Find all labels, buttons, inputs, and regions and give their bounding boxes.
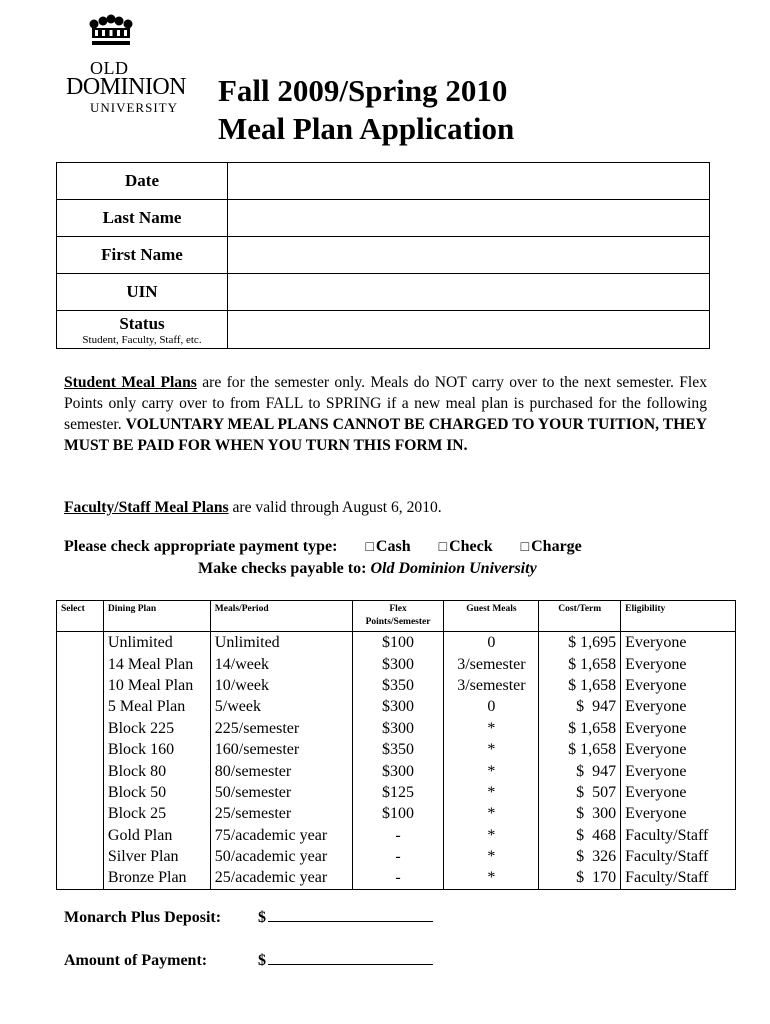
meals-period-cell: 50/academic year: [210, 846, 352, 867]
cost-term-cell: $ 326: [539, 846, 621, 867]
dining-plan-cell: 5 Meal Plan: [103, 696, 210, 717]
guest-meals-cell: *: [444, 803, 539, 824]
monarch-plus-deposit-row: [64, 908, 433, 927]
meals-period-cell: 10/week: [210, 675, 352, 696]
meals-period-cell: 80/semester: [210, 760, 352, 781]
voluntary-plans-notice: VOLUNTARY MEAL PLANS CANNOT BE CHARGED TO YOUR TUITION, THEY MUST BE PAID FOR WHEN YOU TURN THIS FORM IN.: [64, 416, 707, 454]
cost-term-cell: $ 1,658: [539, 675, 621, 696]
meals-period-cell: 50/semester: [210, 782, 352, 803]
meals-period-cell: 75/academic year: [210, 825, 352, 846]
eligibility-cell: Everyone: [621, 696, 736, 717]
dining-plan-cell: Gold Plan: [103, 825, 210, 846]
eligibility-cell: Everyone: [621, 632, 736, 654]
uin-label: UIN: [57, 274, 228, 311]
logo-dominion: DOMINION: [66, 74, 186, 100]
flex-points-cell: $300: [352, 653, 444, 674]
logo-old: OLD: [90, 58, 129, 78]
status-label-cell: [57, 311, 228, 349]
eligibility-cell: Everyone: [621, 760, 736, 781]
eligibility-cell: Faculty/Staff: [621, 846, 736, 867]
faculty-meal-plans-paragraph: [64, 497, 707, 518]
faculty-meal-plans-heading: Faculty/Staff Meal Plans: [64, 499, 229, 516]
meals-period-cell: 25/semester: [210, 803, 352, 824]
meal-plans-table: [56, 600, 736, 890]
dining-plan-cell: Unlimited: [103, 632, 210, 654]
plan-row: [57, 760, 736, 781]
uin-field[interactable]: [228, 274, 710, 311]
check-label: Check: [449, 538, 493, 555]
meals-period-cell: 25/academic year: [210, 867, 352, 889]
last-name-field[interactable]: [228, 200, 710, 237]
flex-points-cell: $300: [352, 760, 444, 781]
col-flex-points: Flex Points/Semester: [352, 601, 444, 632]
title-line-2: Meal Plan Application: [218, 111, 515, 146]
col-meals-period: Meals/Period: [210, 601, 352, 632]
check-option[interactable]: [439, 538, 493, 555]
col-dining-plan: Dining Plan: [103, 601, 210, 632]
cost-term-cell: $ 1,658: [539, 739, 621, 760]
eligibility-cell: Faculty/Staff: [621, 825, 736, 846]
dining-plan-cell: Block 160: [103, 739, 210, 760]
dining-plan-cell: 14 Meal Plan: [103, 653, 210, 674]
flex-points-cell: $100: [352, 632, 444, 654]
guest-meals-cell: 3/semester: [444, 675, 539, 696]
dining-plan-cell: 10 Meal Plan: [103, 675, 210, 696]
payable-to-row: [198, 560, 537, 578]
select-cell[interactable]: [57, 696, 104, 717]
cost-term-cell: $ 1,658: [539, 718, 621, 739]
faculty-meal-plans-text: are valid through August 6, 2010.: [228, 499, 442, 516]
eligibility-cell: Everyone: [621, 718, 736, 739]
cost-term-cell: $ 1,695: [539, 632, 621, 654]
guest-meals-cell: *: [444, 718, 539, 739]
flex-points-cell: $300: [352, 696, 444, 717]
col-eligibility: Eligibility: [621, 601, 736, 632]
plan-row: [57, 825, 736, 846]
eligibility-cell: Everyone: [621, 803, 736, 824]
plan-row: [57, 696, 736, 717]
flex-points-cell: $350: [352, 739, 444, 760]
guest-meals-cell: 0: [444, 696, 539, 717]
col-cost-term: Cost/Term: [539, 601, 621, 632]
select-cell[interactable]: [57, 760, 104, 781]
flex-points-cell: $300: [352, 718, 444, 739]
last-name-label: Last Name: [57, 200, 228, 237]
cost-term-cell: $ 507: [539, 782, 621, 803]
status-field[interactable]: [228, 311, 710, 349]
plan-row: [57, 653, 736, 674]
select-cell[interactable]: [57, 803, 104, 824]
flex-points-cell: $100: [352, 803, 444, 824]
select-cell[interactable]: [57, 867, 104, 889]
payment-dollar-sign: $: [258, 952, 266, 969]
flex-points-cell: -: [352, 846, 444, 867]
cash-option[interactable]: [365, 538, 410, 555]
status-hint: Student, Faculty, Staff, etc.: [82, 333, 202, 346]
payable-to-name: Old Dominion University: [370, 560, 537, 577]
payment-type-row: [64, 538, 582, 556]
title-line-1: Fall 2009/Spring 2010: [218, 73, 508, 108]
flex-points-cell: $350: [352, 675, 444, 696]
dining-plan-cell: Block 25: [103, 803, 210, 824]
monarch-plus-deposit-label: Monarch Plus Deposit:: [64, 909, 222, 926]
col-select: Select: [57, 601, 104, 632]
plan-row: [57, 675, 736, 696]
dining-plan-cell: Block 225: [103, 718, 210, 739]
student-meal-plans-heading: Student Meal Plans: [64, 374, 197, 391]
select-cell[interactable]: [57, 825, 104, 846]
select-cell[interactable]: [57, 718, 104, 739]
status-label: Status: [119, 313, 165, 333]
date-field[interactable]: [228, 163, 710, 200]
first-name-label: First Name: [57, 237, 228, 274]
cost-term-cell: $ 947: [539, 696, 621, 717]
eligibility-cell: Faculty/Staff: [621, 867, 736, 889]
meals-period-cell: 5/week: [210, 696, 352, 717]
plan-row: [57, 718, 736, 739]
select-cell[interactable]: [57, 675, 104, 696]
meals-period-cell: 225/semester: [210, 718, 352, 739]
amount-of-payment-field[interactable]: [268, 951, 433, 965]
guest-meals-cell: *: [444, 825, 539, 846]
select-cell[interactable]: [57, 632, 104, 654]
plan-row: [57, 803, 736, 824]
cash-checkbox[interactable]: □: [365, 540, 374, 555]
dining-plan-cell: Block 80: [103, 760, 210, 781]
guest-meals-cell: 3/semester: [444, 653, 539, 674]
cost-term-cell: $ 468: [539, 825, 621, 846]
plan-row: [57, 867, 736, 889]
dining-plan-cell: Block 50: [103, 782, 210, 803]
deposit-dollar-sign: $: [258, 909, 266, 926]
cash-label: Cash: [375, 538, 411, 555]
flex-points-cell: -: [352, 825, 444, 846]
payable-to-label: Make checks payable to:: [198, 560, 367, 577]
eligibility-cell: Everyone: [621, 653, 736, 674]
eligibility-cell: Everyone: [621, 782, 736, 803]
charge-option[interactable]: [521, 538, 582, 555]
plan-row: [57, 632, 736, 654]
amount-of-payment-label: Amount of Payment:: [64, 952, 208, 969]
student-meal-plans-text: are for the semester only. Meals do NOT carry over to the next semester. Flex Points only carry over to from FALL to SPRING if a new meal plan is purchased for the following semester.: [64, 374, 707, 433]
crown-icon: [88, 14, 134, 54]
guest-meals-cell: *: [444, 846, 539, 867]
applicant-info-table: [56, 162, 710, 349]
meals-period-cell: 160/semester: [210, 739, 352, 760]
logo-university: UNIVERSITY: [90, 100, 178, 115]
first-name-field[interactable]: [228, 237, 710, 274]
cost-term-cell: $ 1,658: [539, 653, 621, 674]
plan-row: [57, 739, 736, 760]
page-title: [218, 72, 514, 148]
charge-label: Charge: [531, 538, 582, 555]
meals-period-cell: 14/week: [210, 653, 352, 674]
guest-meals-cell: 0: [444, 632, 539, 654]
guest-meals-cell: *: [444, 782, 539, 803]
guest-meals-cell: *: [444, 867, 539, 889]
payment-type-prompt: Please check appropriate payment type:: [64, 538, 338, 555]
select-cell[interactable]: [57, 782, 104, 803]
select-cell[interactable]: [57, 739, 104, 760]
select-cell[interactable]: [57, 846, 104, 867]
guest-meals-cell: *: [444, 739, 539, 760]
col-guest-meals: Guest Meals: [444, 601, 539, 632]
eligibility-cell: Everyone: [621, 739, 736, 760]
student-meal-plans-paragraph: [64, 372, 707, 456]
select-cell[interactable]: [57, 653, 104, 674]
dining-plan-cell: Bronze Plan: [103, 867, 210, 889]
check-checkbox[interactable]: □: [438, 540, 448, 555]
guest-meals-cell: *: [444, 760, 539, 781]
plan-row: [57, 846, 736, 867]
charge-checkbox[interactable]: □: [520, 540, 530, 555]
flex-points-cell: $125: [352, 782, 444, 803]
dining-plan-cell: Silver Plan: [103, 846, 210, 867]
university-logo: [64, 14, 204, 115]
eligibility-cell: Everyone: [621, 675, 736, 696]
plan-row: [57, 782, 736, 803]
cost-term-cell: $ 170: [539, 867, 621, 889]
date-label: Date: [57, 163, 228, 200]
monarch-plus-deposit-field[interactable]: [268, 908, 433, 922]
amount-of-payment-row: [64, 951, 433, 970]
cost-term-cell: $ 947: [539, 760, 621, 781]
meals-period-cell: Unlimited: [210, 632, 352, 654]
flex-points-cell: -: [352, 867, 444, 889]
cost-term-cell: $ 300: [539, 803, 621, 824]
